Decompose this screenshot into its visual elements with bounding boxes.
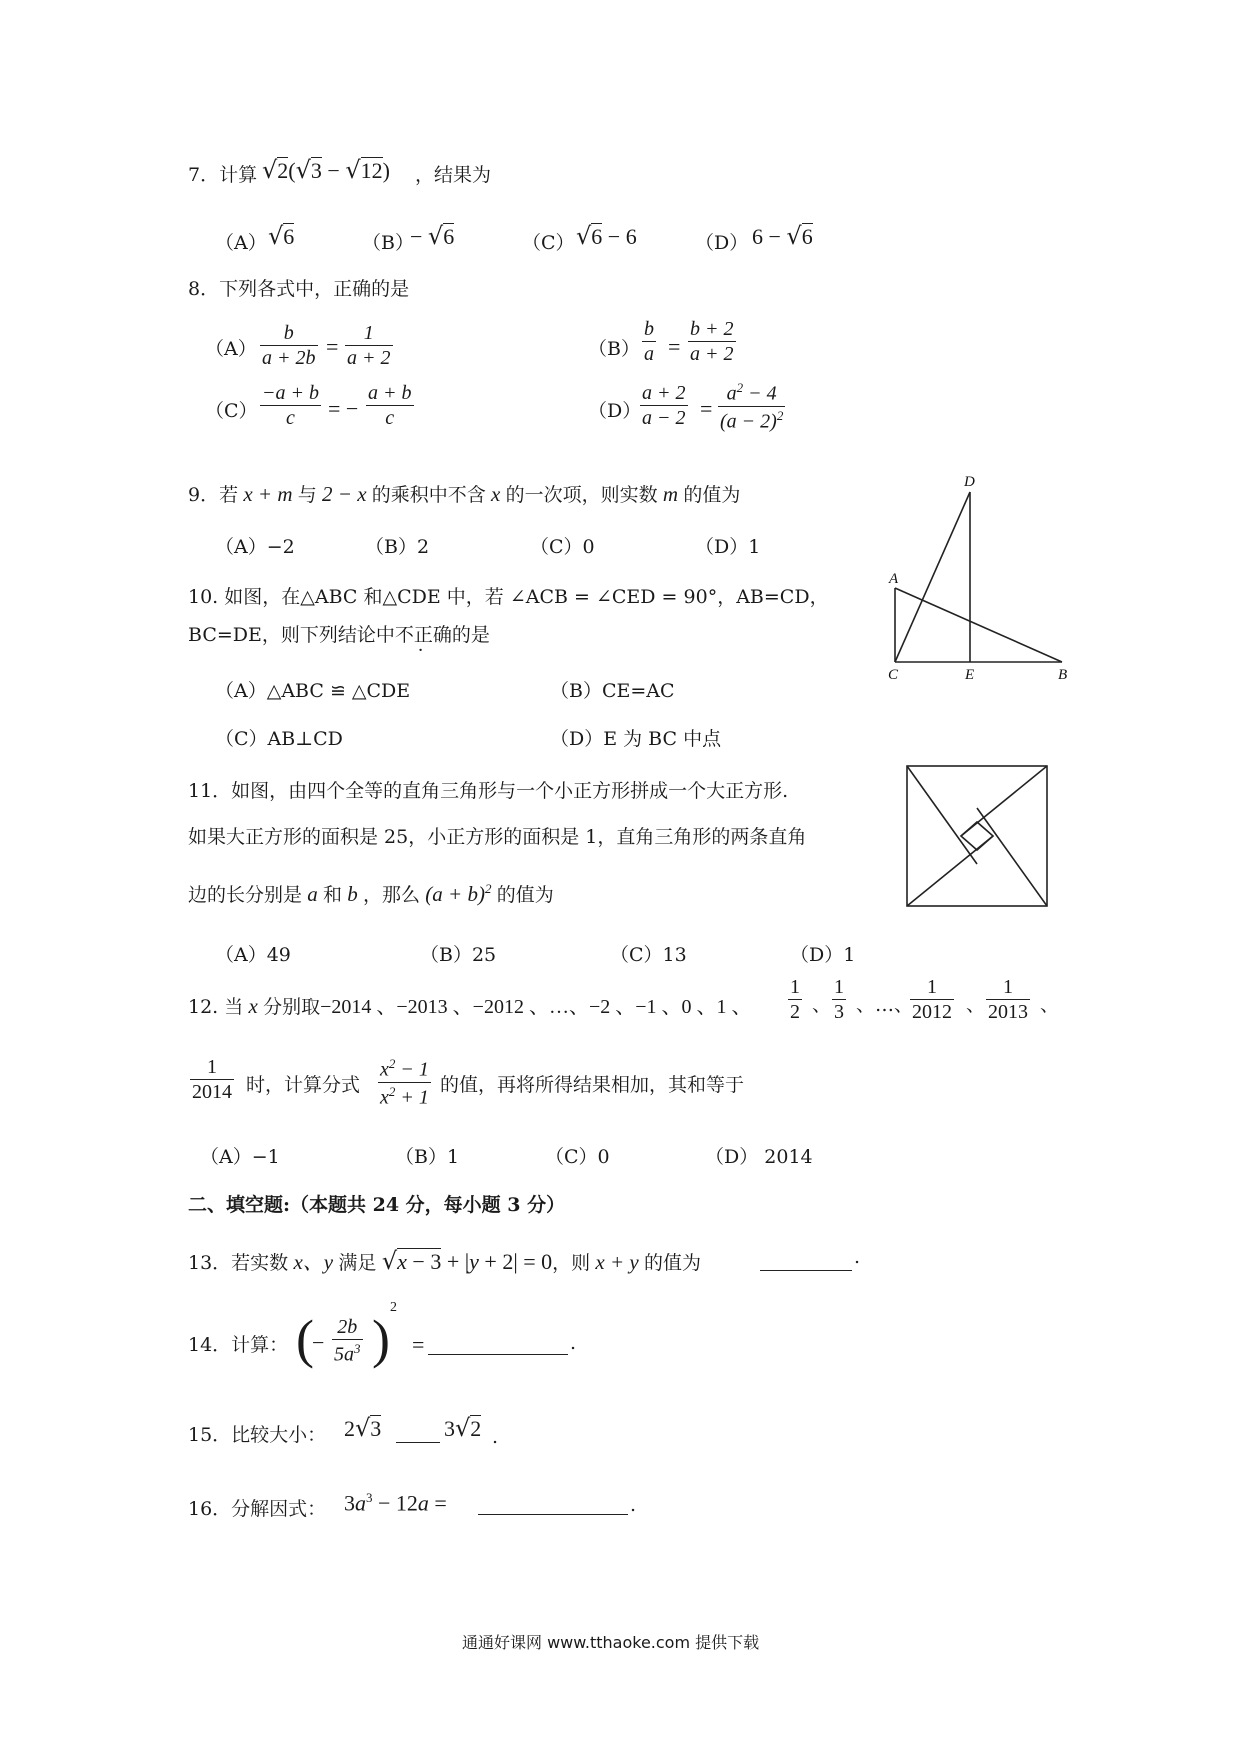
q8-option-d-label: （D） — [588, 400, 642, 422]
q10-option-c: （C）AB⊥CD — [215, 728, 343, 750]
q9-option-b: （B）2 — [365, 536, 430, 558]
q14-fraction: $\frac{2b}{5a^3}$ — [334, 1316, 361, 1366]
q12-line2-rest: 的值，再将所得结果相加，其和等于 — [440, 1074, 745, 1096]
q8-option-b-label: （B） — [588, 338, 640, 360]
q14-paren-open: ( — [296, 1309, 314, 1369]
q12-option-b: （B）1 — [395, 1146, 460, 1168]
label-e: E — [965, 667, 975, 680]
q12-frac-1-2012: $\frac{1}{2012}$ — [912, 976, 952, 1023]
q8-option-a-label: （A） — [205, 338, 257, 360]
q11-line2: 如果大正方形的面积是 25，小正方形的面积是 1，直角三角形的两条直角 — [188, 826, 807, 848]
q9-option-c: （C）0 — [530, 536, 595, 558]
q7-option-c-label: （C） — [522, 232, 575, 254]
segment-ab — [895, 588, 1062, 662]
q7-expression: √2(√3 − √12) — [262, 156, 390, 184]
q7-option-d: 6 − √6 — [752, 222, 813, 250]
q13-line: 13．若实数 x、y 满足 √x − 3 + |y + 2| = 0，则 x + y 的值为 — [188, 1247, 701, 1275]
q8-b-rhs: $\frac{b + 2}{a + 2}$ — [690, 318, 734, 365]
q12-sep-3: 、 — [966, 994, 986, 1016]
q13-period: . — [854, 1246, 861, 1268]
q11-option-a: （A）49 — [215, 944, 291, 966]
q12-option-a: （A）−1 — [200, 1146, 280, 1168]
tri-line-3 — [977, 808, 1047, 906]
q8-c-lhs: $\frac{-a + b}{c}$ — [262, 382, 319, 429]
q10-option-a: （A）△ABC ≌ △CDE — [215, 680, 411, 702]
q10-option-b: （B）CE=AC — [550, 680, 675, 702]
q9-option-a: （A）−2 — [215, 536, 295, 558]
label-c: C — [888, 667, 899, 680]
q10-line1: 10. 如图，在△ABC 和△CDE 中，若 ∠ACB = ∠CED = 90°，AB=CD， — [188, 586, 829, 608]
q12-sep-4: 、 — [1040, 994, 1060, 1016]
q8-a-eq: = — [326, 334, 339, 359]
q10-line2: BC=DE，则下列结论中不正确的是 — [188, 624, 490, 646]
q7-option-c: √6 − 6 — [576, 222, 637, 250]
q8-text: 8．下列各式中，正确的是 — [188, 278, 410, 300]
label-b: B — [1058, 667, 1068, 680]
q8-b-eq: = — [668, 334, 681, 359]
q8-a-rhs: $\frac{1}{a + 2}$ — [347, 322, 391, 369]
q7-label: 7．计算 — [188, 164, 258, 186]
q15-answer-blank[interactable] — [396, 1420, 440, 1443]
q12-sep-2: 、…、 — [856, 994, 914, 1016]
q10-triangle-figure — [880, 470, 1080, 680]
q15-right: 3√2 — [444, 1414, 482, 1442]
q9-text: 9．若 x + m 与 2 − x 的乘积中不含 x 的一次项，则实数 m 的值为 — [188, 482, 741, 506]
q8-option-c-label: （C） — [205, 400, 258, 422]
q8-c-rhs: $\frac{a + b}{c}$ — [368, 382, 412, 429]
tri-line-1 — [907, 766, 977, 864]
q7-option-b-label: （B） — [362, 232, 414, 254]
q8-c-eq: = − — [328, 396, 359, 421]
q11-square-figure — [905, 764, 1051, 910]
q14-eq: = — [412, 1332, 425, 1357]
q9-option-d: （D）1 — [695, 536, 761, 558]
q16-expression: $3a^3 - 12a$ = — [344, 1490, 447, 1516]
q15-period: . — [492, 1426, 499, 1448]
outer-square — [907, 766, 1047, 906]
q14-exp: 2 — [390, 1300, 397, 1315]
q12-frac-1-2014: $\frac{1}{2014}$ — [192, 1056, 232, 1103]
q7-option-d-label: （D） — [695, 232, 749, 254]
q11-line3: 边的长分别是 a 和 b ，那么 $(a + b)^2$ 的值为 — [188, 881, 554, 906]
inner-square — [961, 822, 993, 850]
q15-left: 2√3 — [344, 1414, 382, 1442]
q12-line2-text: 时，计算分式 — [246, 1074, 361, 1096]
q14-answer-blank[interactable] — [428, 1330, 568, 1355]
q11-option-d: （D）1 — [790, 944, 856, 966]
q16-period: . — [630, 1494, 637, 1516]
q12-frac-1-3: $\frac{1}{3}$ — [834, 976, 844, 1023]
q13-answer-blank[interactable] — [760, 1240, 852, 1271]
q14-period: . — [570, 1332, 577, 1354]
q8-d-lhs: $\frac{a + 2}{a - 2}$ — [642, 382, 686, 429]
q12-option-c: （C）0 — [545, 1146, 610, 1168]
q12-sep-1: 、 — [812, 994, 832, 1016]
q14-paren-close: ) — [372, 1309, 390, 1369]
q8-d-eq: = — [700, 396, 713, 421]
q14-label: 14．计算： — [188, 1334, 289, 1356]
segment-cd — [895, 492, 970, 662]
page-footer: 通通好课网 www.tthaoke.com 提供下载 — [462, 1633, 760, 1652]
q12-frac-1-2013: $\frac{1}{2013}$ — [988, 976, 1028, 1023]
q16-answer-blank[interactable] — [478, 1490, 628, 1515]
q16-label: 16．分解因式： — [188, 1498, 327, 1520]
q14-minus: − — [312, 1330, 325, 1355]
q8-d-rhs: $\frac{a^2 - 4}{(a - 2)^2}$ — [720, 380, 784, 433]
q8-b-lhs: $\frac{b}{a}$ — [644, 318, 654, 365]
q11-line1: 11．如图，由四个全等的直角三角形与一个小正方形拼成一个大正方形. — [188, 780, 789, 802]
label-d: D — [964, 474, 975, 490]
q7-option-a-label: （A） — [215, 232, 267, 254]
q12-option-d: （D） 2014 — [705, 1146, 813, 1168]
q10-option-d: （D）E 为 BC 中点 — [550, 728, 722, 750]
q12-expression: $\frac{x^2 - 1}{x^2 + 1}$ — [380, 1056, 429, 1109]
label-a: A — [889, 571, 899, 587]
q8-a-lhs: $\frac{b}{a + 2b}$ — [262, 322, 316, 369]
q11-option-c: （C）13 — [610, 944, 687, 966]
q12-frac-1-2: $\frac{1}{2}$ — [790, 976, 800, 1023]
q12-line1: 12. 当 x 分别取−2014 、−2013 、−2012 、…、−2 、−1 、0 、1 、 — [188, 994, 752, 1018]
q11-option-b: （B）25 — [420, 944, 497, 966]
q15-label: 15．比较大小： — [188, 1424, 327, 1446]
q7-suffix: ，结果为 — [415, 164, 492, 186]
section2-title: 二、填空题:（本题共 24 分，每小题 3 分） — [188, 1194, 566, 1216]
q7-option-a: √6 — [268, 222, 295, 250]
q7-option-b: − √6 — [410, 222, 455, 250]
